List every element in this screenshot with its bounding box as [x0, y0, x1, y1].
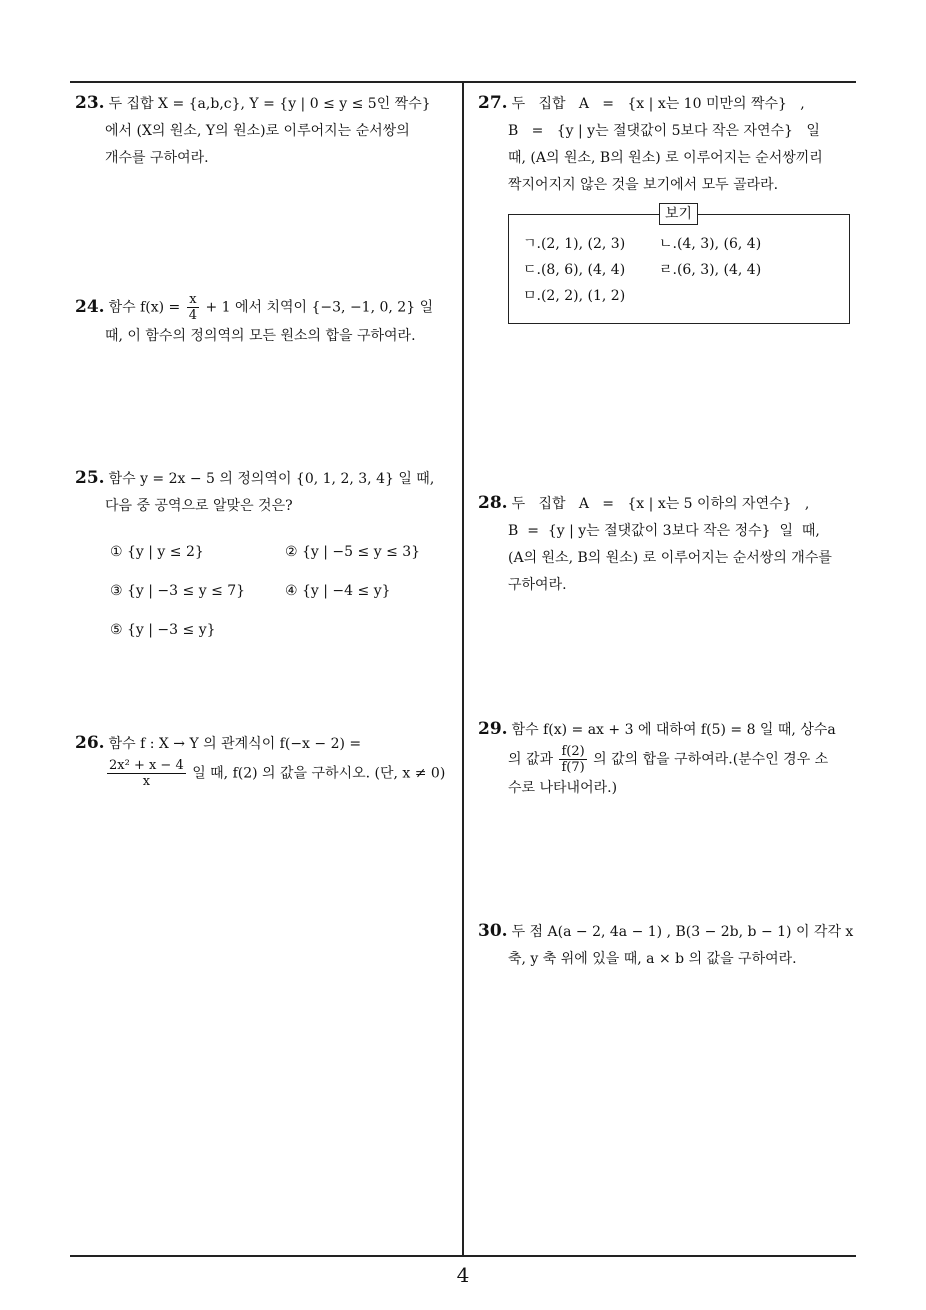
page-number: 4: [456, 1263, 470, 1287]
question-text-line: 다음 중 공역으로 알맞은 것은?: [105, 498, 293, 514]
question-number: 27.: [478, 93, 508, 113]
fraction: [559, 744, 586, 775]
question-text-line: 두 집합 A = {x | x는 5 이하의 자연수} ,: [511, 496, 810, 512]
fraction-numerator: 2x² + x − 4: [109, 758, 184, 773]
question-text-line: 두 집합 X = {a,b,c}, Y = {y | 0 ≤ y ≤ 5인 짝수}: [108, 96, 431, 112]
question-text-line: 개수를 구하여라.: [105, 150, 209, 166]
question-23: [75, 90, 457, 172]
question-text: 의 값의 합을 구하여라.(분수인 경우 소: [593, 751, 829, 768]
choice-5: ⑤ {y | −3 ≤ y}: [110, 622, 216, 638]
fraction: [107, 758, 186, 789]
example-item: ㄹ.(6, 3), (4, 4): [659, 262, 762, 278]
question-24: [75, 292, 457, 350]
question-text: 의 값과: [508, 751, 554, 768]
question-text: 일 때, f(2) 의 값을 구하시오. (단, x ≠ 0): [192, 765, 446, 782]
question-text-line: B = {y | y는 절댓값이 3보다 작은 정수} 일 때,: [508, 523, 820, 539]
question-text-line: 함수 y = 2x − 5 의 정의역이 {0, 1, 2, 3, 4} 일 때,: [108, 471, 435, 487]
question-27: [478, 90, 860, 199]
question-30: [478, 918, 860, 973]
question-28: [478, 490, 860, 599]
question-text-line: B = {y | y는 절댓값이 5보다 작은 자연수} 일: [508, 123, 820, 139]
example-box-label: 보기: [659, 203, 698, 225]
question-number: 26.: [75, 733, 105, 753]
question-text-line: 때, 이 함수의 정의역의 모든 원소의 합을 구하여라.: [105, 328, 416, 344]
question-number: 30.: [478, 921, 508, 941]
question-text-line: 에서 (X의 원소, Y의 원소)로 이루어지는 순서쌍의: [105, 123, 410, 139]
question-29: [478, 716, 860, 802]
question-text-line: 두 집합 A = {x | x는 10 미만의 짝수} ,: [511, 96, 805, 112]
question-text-line: 때, (A의 원소, B의 원소) 로 이루어지는 순서쌍끼리: [508, 150, 823, 166]
example-box: [508, 206, 850, 324]
choice-4: ④ {y | −4 ≤ y}: [285, 583, 391, 599]
question-26: [75, 730, 457, 789]
question-text-line: 수로 나타내어라.): [508, 780, 618, 796]
question-number: 25.: [75, 468, 105, 488]
question-text-line: 구하여라.: [508, 577, 567, 593]
column-divider: [462, 81, 464, 1256]
question-text: + 1 에서 치역이 {−3, −1, 0, 2} 일: [205, 299, 434, 316]
example-item: ㄴ.(4, 3), (6, 4): [659, 236, 762, 252]
question-text-line: 짝지어지지 않은 것을 보기에서 모두 골라라.: [508, 177, 779, 193]
fraction-numerator: f(2): [561, 744, 585, 759]
fraction-numerator: x: [189, 292, 197, 307]
choice-3: ③ {y | −3 ≤ y ≤ 7}: [110, 583, 246, 599]
fraction-denominator: 4: [188, 308, 197, 323]
choice-2: ② {y | −5 ≤ y ≤ 3}: [285, 544, 421, 560]
question-text: 함수 f(x) =: [108, 299, 181, 316]
example-item: ㅁ.(2, 2), (1, 2): [523, 288, 626, 304]
question-number: 24.: [75, 296, 105, 317]
question-number: 23.: [75, 93, 105, 113]
question-number: 29.: [478, 719, 508, 739]
example-item: ㄷ.(8, 6), (4, 4): [523, 262, 626, 278]
fraction-denominator: f(7): [561, 760, 585, 775]
question-number: 28.: [478, 493, 508, 513]
fraction: [187, 292, 199, 323]
question-text-line: 함수 f(x) = ax + 3 에 대하여 f(5) = 8 일 때, 상수a: [511, 722, 836, 738]
question-text-line: 두 점 A(a − 2, 4a − 1) , B(3 − 2b, b − 1) 이 각각 x: [511, 924, 854, 940]
fraction-denominator: x: [142, 774, 151, 789]
question-text-line: (A의 원소, B의 원소) 로 이루어지는 순서쌍의 개수를: [508, 550, 832, 566]
question-text-line: 함수 f : X → Y 의 관계식이 f(−x − 2) =: [108, 736, 362, 752]
example-item: ㄱ.(2, 1), (2, 3): [523, 236, 626, 252]
question-25: [75, 465, 457, 520]
question-text-line: 축, y 축 위에 있을 때, a × b 의 값을 구하여라.: [508, 951, 797, 967]
bottom-rule: [70, 1255, 856, 1257]
choice-1: ① {y | y ≤ 2}: [110, 544, 204, 560]
